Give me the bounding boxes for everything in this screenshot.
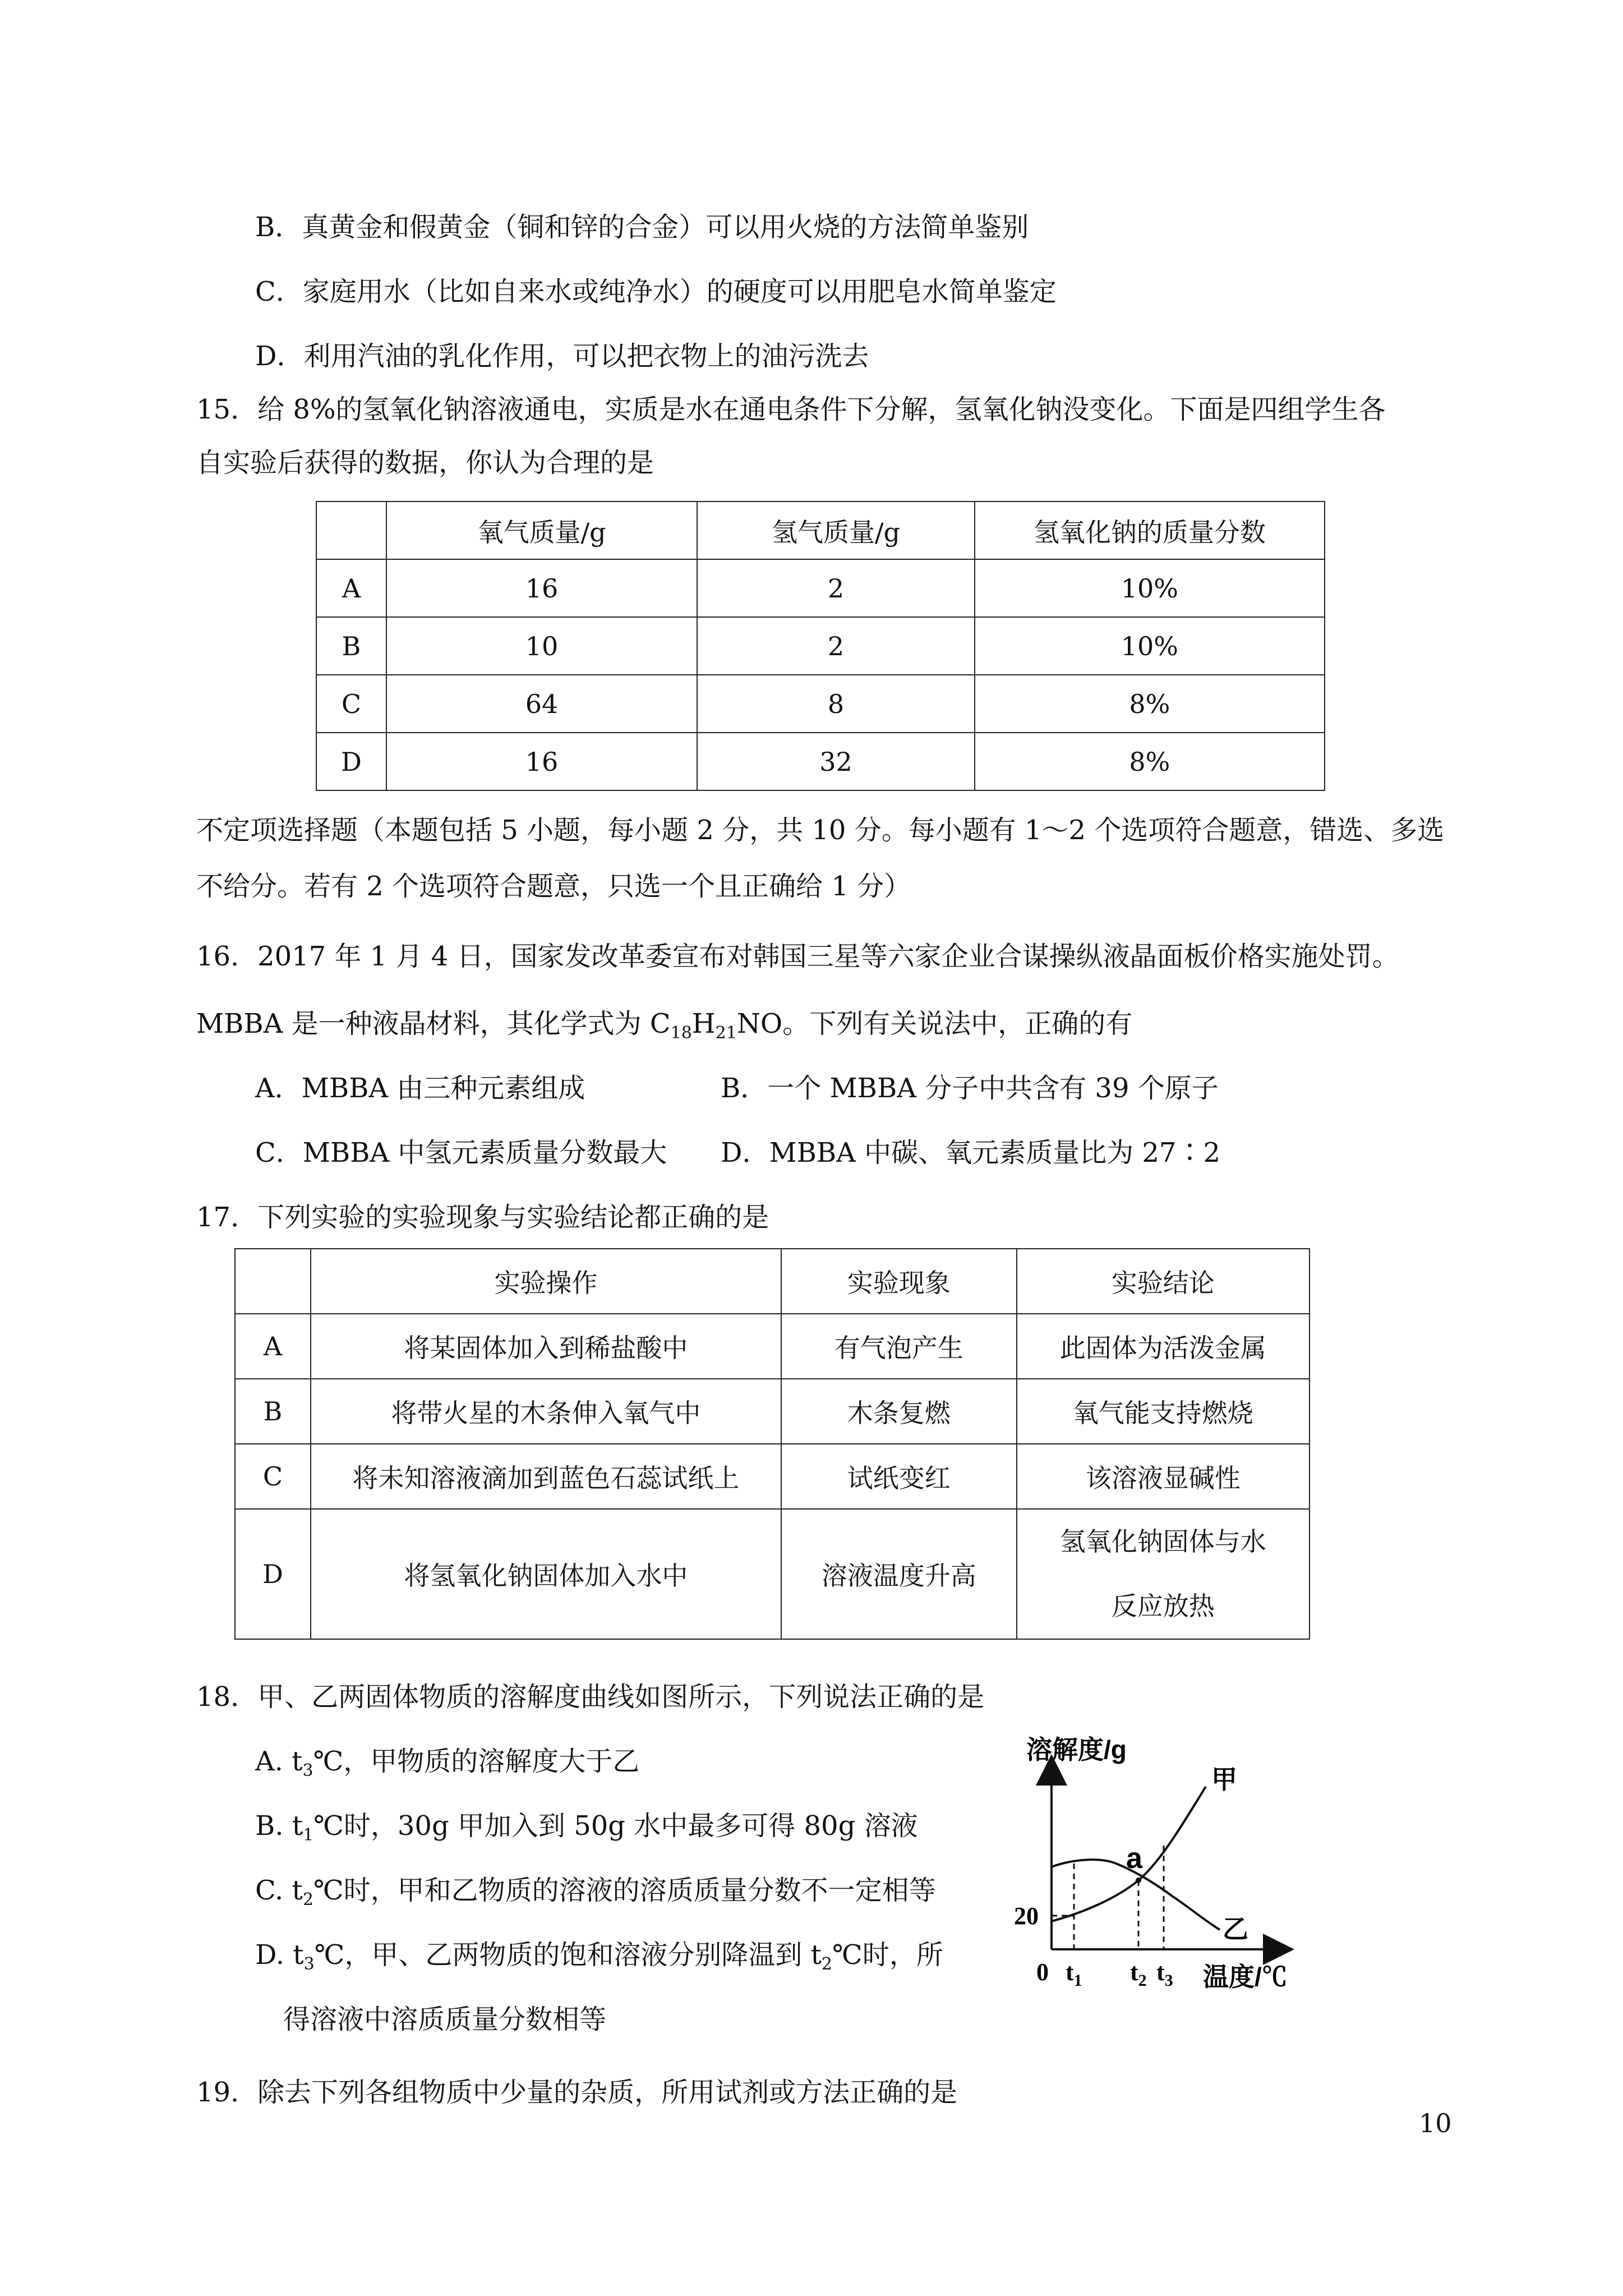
table-cell: 10% <box>975 559 1325 617</box>
table-cell: 将带火星的木条伸入氧气中 <box>311 1379 781 1444</box>
table-cell: 8% <box>975 733 1325 790</box>
t3-text: t <box>1156 1958 1165 1986</box>
t3-sub: 3 <box>1164 1971 1173 1990</box>
q14-option-c: C．家庭用水（比如自来水或纯净水）的硬度可以用肥皂水简单鉴定 <box>255 276 1057 307</box>
t3-label <box>1156 1958 1173 1990</box>
point-a-label: a <box>1126 1842 1142 1875</box>
table-cell: 8% <box>975 675 1325 733</box>
q17-table <box>234 1248 1310 1640</box>
table-row <box>235 1509 1310 1639</box>
q18-text: B. t <box>255 1810 303 1842</box>
q16-stem-line1: 16．2017 年 1 月 4 日，国家发改革委宣布对韩国三星等六家企业合谋操纵液晶面板价格实施处罚。 <box>196 941 1399 972</box>
q18-subscript: 2 <box>821 1954 833 1974</box>
q18-text: ℃，甲、乙两物质的饱和溶液分别降温到 t <box>314 1939 822 1971</box>
q18-option-a <box>255 1745 639 1778</box>
q19-stem: 19．除去下列各组物质中少量的杂质，所用试剂或方法正确的是 <box>196 2077 958 2108</box>
table-row <box>235 1444 1310 1509</box>
q16-option-d: D．MBBA 中碳、氧元素质量比为 27∶2 <box>721 1137 1220 1168</box>
q18-option-b <box>255 1809 918 1843</box>
q18-option-c <box>255 1874 936 1910</box>
q16-option-a: A．MBBA 由三种元素组成 <box>255 1073 585 1104</box>
q16-subscript: 18 <box>670 1023 692 1043</box>
q18-text: ℃时，甲和乙物质的溶液的溶质质量分数不一定相等 <box>313 1875 936 1906</box>
table-cell: 氧气能支持燃烧 <box>1017 1379 1310 1444</box>
q15-header-cell: 氢氧化钠的质量分数 <box>975 501 1325 559</box>
table-cell: 有气泡产生 <box>781 1314 1017 1379</box>
table-cell <box>1017 1509 1310 1639</box>
q17-header-cell: 实验操作 <box>311 1249 781 1314</box>
q15-header-cell <box>316 501 386 559</box>
y-tick-20: 20 <box>1014 1902 1039 1930</box>
table-row <box>235 1314 1310 1379</box>
q17-header-cell: 实验结论 <box>1017 1249 1310 1314</box>
q15-header-cell: 氧气质量/g <box>386 501 697 559</box>
q18-text: D. t <box>255 1939 304 1971</box>
table-cell: 木条复燃 <box>781 1379 1017 1444</box>
table-cell: 10 <box>386 617 697 675</box>
t1-sub: 1 <box>1073 1971 1082 1990</box>
q18-text: ℃时，所 <box>832 1939 943 1971</box>
q17-header-cell <box>235 1249 311 1314</box>
table-cell: 此固体为活泼金属 <box>1017 1314 1310 1379</box>
table-cell: 2 <box>697 617 974 675</box>
table-cell: 10% <box>975 617 1325 675</box>
q18-stem: 18．甲、乙两固体物质的溶解度曲线如图所示，下列说法正确的是 <box>196 1681 985 1713</box>
table-cell: 将氢氧化钠固体加入水中 <box>311 1509 781 1639</box>
table-cell: 该溶液显碱性 <box>1017 1444 1310 1509</box>
table-cell: C <box>235 1444 311 1509</box>
t1-label <box>1066 1958 1082 1990</box>
q14-option-b: B．真黄金和假黄金（铜和锌的合金）可以用火烧的方法简单鉴别 <box>255 211 1029 243</box>
table-cell: D <box>316 733 386 790</box>
q15-header-cell: 氢气质量/g <box>697 501 974 559</box>
q16-option-b: B．一个 MBBA 分子中共含有 39 个原子 <box>721 1073 1219 1104</box>
t2-label <box>1130 1958 1147 1990</box>
q15-stem-line1: 15．给 8%的氢氧化钠溶液通电，实质是水在通电条件下分解，氢氧化钠没变化。下面是四组学生各 <box>196 394 1386 425</box>
q18-text: C. t <box>255 1875 303 1906</box>
table-cell: 2 <box>697 559 974 617</box>
q18-subscript: 2 <box>302 1890 313 1910</box>
q16-option-c: C．MBBA 中氢元素质量分数最大 <box>255 1137 667 1168</box>
q17-stem: 17．下列实验的实验现象与实验结论都正确的是 <box>196 1202 769 1233</box>
t2-text: t <box>1130 1958 1138 1986</box>
section-instructions-line1: 不定项选择题（本题包括 5 小题，每小题 2 分，共 10 分。每小题有 1～2 个选项符合题意，错选、多选 <box>196 815 1445 846</box>
cell-line: 氢氧化钠固体与水 <box>1059 1526 1266 1557</box>
table-row <box>316 617 1325 675</box>
q18-option-d <box>255 1938 943 1972</box>
table-cell: 16 <box>386 733 697 790</box>
q15-header-row <box>316 501 1325 559</box>
q16-text: H <box>691 1008 716 1039</box>
page-number: 10 <box>1419 2108 1452 2138</box>
q18-text: ℃时，30g 甲加入到 50g 水中最多可得 80g 溶液 <box>313 1810 918 1842</box>
table-cell: 试纸变红 <box>781 1444 1017 1509</box>
q17-header-row <box>235 1249 1310 1314</box>
table-row <box>316 559 1325 617</box>
q16-text: MBBA 是一种液晶材料，其化学式为 C <box>196 1008 671 1039</box>
table-cell: C <box>316 675 386 733</box>
q17-header-cell: 实验现象 <box>781 1249 1017 1314</box>
table-cell: A <box>316 559 386 617</box>
intersection-point <box>1136 1878 1141 1883</box>
table-row <box>235 1379 1310 1444</box>
q18-subscript: 1 <box>303 1825 314 1845</box>
q16-text: NO。下列有关说法中，正确的有 <box>736 1008 1133 1039</box>
solubility-diagram <box>1004 1728 1295 1997</box>
q18-text: A. t <box>255 1746 303 1777</box>
q18-subscript: 3 <box>302 1761 313 1780</box>
table-cell: D <box>235 1509 311 1639</box>
x-axis-label: 温度/℃ <box>1203 1962 1288 1991</box>
table-cell: 溶液温度升高 <box>781 1509 1017 1639</box>
table-row <box>316 733 1325 790</box>
q14-option-d: D．利用汽油的乳化作用，可以把衣物上的油污洗去 <box>255 341 869 372</box>
q18-option-d-line2: 得溶液中溶质质量分数相等 <box>283 2004 607 2035</box>
table-row <box>316 675 1325 733</box>
section-instructions-line2: 不给分。若有 2 个选项符合题意，只选一个且正确给 1 分） <box>196 871 911 902</box>
table-cell: 将某固体加入到稀盐酸中 <box>311 1314 781 1379</box>
table-cell: B <box>316 617 386 675</box>
table-cell: 将未知溶液滴加到蓝色石蕊试纸上 <box>311 1444 781 1509</box>
q18-text: ℃，甲物质的溶解度大于乙 <box>313 1746 640 1777</box>
q18-subscript: 3 <box>303 1954 315 1974</box>
t2-sub: 2 <box>1138 1971 1147 1990</box>
q15-table <box>316 501 1325 791</box>
q16-stem-line2 <box>196 1007 1132 1041</box>
table-cell: B <box>235 1379 311 1444</box>
table-cell: 16 <box>386 559 697 617</box>
table-cell: 32 <box>697 733 974 790</box>
series-yi-label: 乙 <box>1223 1914 1248 1944</box>
q15-stem-line2: 自实验后获得的数据，你认为合理的是 <box>196 447 654 478</box>
series-jia-label: 甲 <box>1211 1764 1237 1795</box>
table-cell: 8 <box>697 675 974 733</box>
table-cell: A <box>235 1314 311 1379</box>
table-cell: 64 <box>386 675 697 733</box>
origin-label: 0 <box>1036 1958 1049 1986</box>
q16-subscript: 21 <box>715 1023 737 1043</box>
cell-line: 反应放热 <box>1111 1591 1215 1621</box>
t1-text: t <box>1066 1958 1074 1986</box>
y-axis-label: 溶解度/g <box>1026 1735 1127 1764</box>
